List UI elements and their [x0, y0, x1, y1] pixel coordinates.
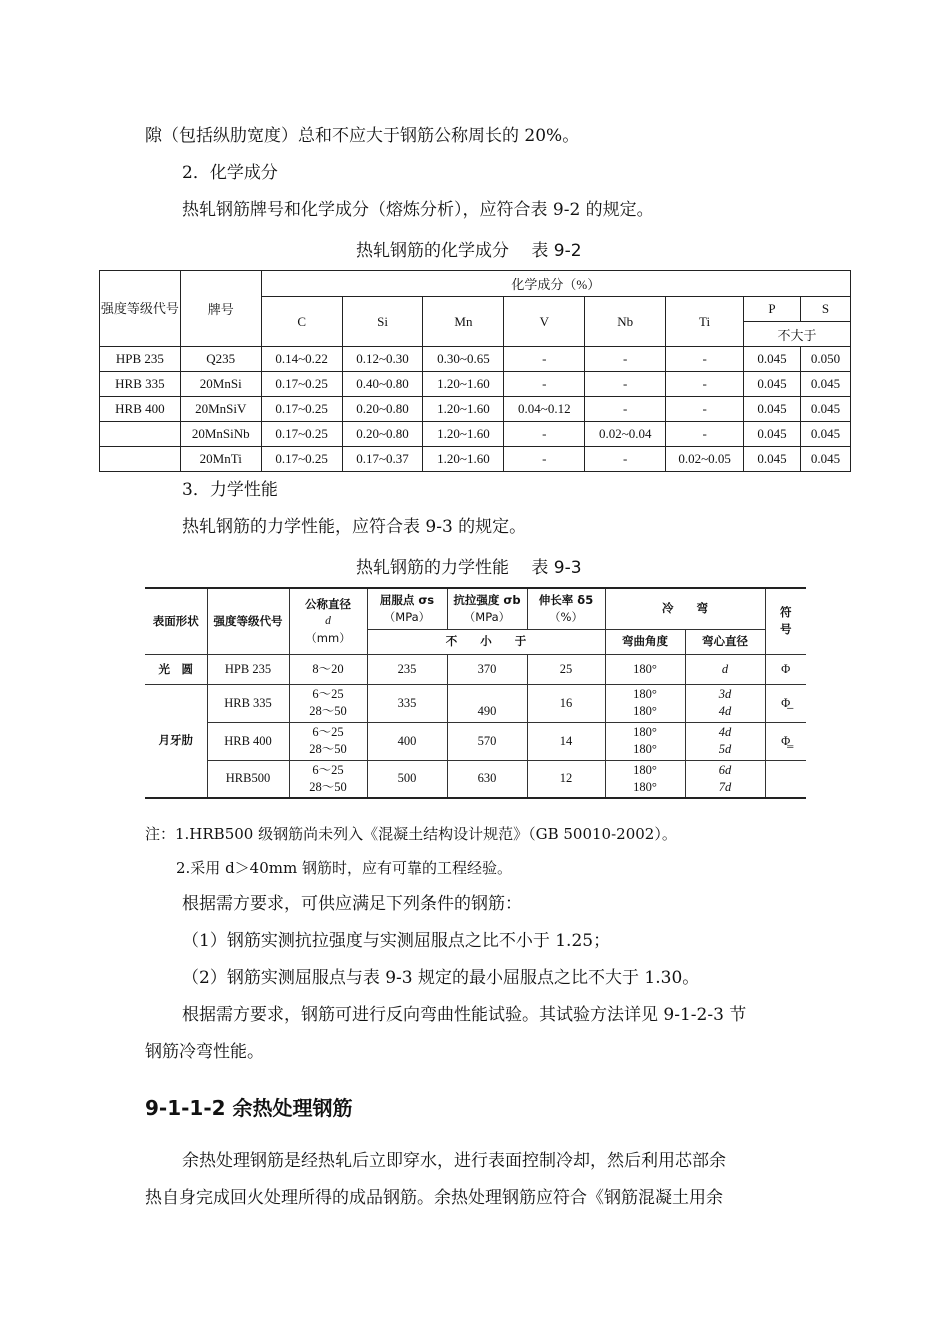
note-2: 2.采用 d＞40mm 钢筋时，应有可靠的工程经验。 [176, 859, 512, 877]
header-si: Si [342, 297, 423, 347]
header-not-less: 不 小 于 [367, 629, 605, 654]
header-s: S [800, 297, 850, 322]
header-cold-bend: 冷 弯 [605, 588, 765, 629]
phi-double-underline-symbol: Φ̳ [765, 722, 806, 760]
header-p: P [744, 297, 801, 322]
subheading-mechanical: 3．力学性能 [182, 480, 278, 500]
header-chem: 化学成分（%） [261, 271, 850, 297]
header-bend-angle: 弯曲角度 [605, 629, 685, 654]
header-bend-diameter: 弯心直径 [685, 629, 765, 654]
header-v: V [504, 297, 585, 347]
table-row: 光 圆 HPB 235 8～20 235 370 25 180° d Φ [145, 654, 806, 684]
paragraph-mechanical: 热轧钢筋的力学性能，应符合表 9-3 的规定。 [182, 517, 527, 537]
table-mechanical-properties [145, 587, 806, 799]
paragraph-continuation: 隙（包括纵肋宽度）总和不应大于钢筋公称周长的 20%。 [145, 126, 580, 146]
paragraph-residual-heat-cont: 热自身完成回火处理所得的成品钢筋。余热处理钢筋应符合《钢筋混凝土用余 [145, 1188, 723, 1208]
phi-underline-symbol: Φ̲ [765, 684, 806, 722]
table-row: HRB500 6～25 28～50 500 630 12 180° 180° 6d 7d [145, 760, 806, 798]
paragraph-reverse-bend: 根据需方要求，钢筋可进行反向弯曲性能试验。其试验方法详见 9-1-2-3 节 [182, 1005, 747, 1025]
table-chemical-composition [99, 270, 851, 472]
paragraph-requirements: 根据需方要求，可供应满足下列条件的钢筋： [182, 894, 522, 914]
phi-symbol: Φ [765, 654, 806, 684]
header-nb: Nb [585, 297, 666, 347]
table-row: 20MnSiNb 0.17~0.25 0.20~0.80 1.20~1.60 - 0.02~0.04 - 0.045 0.045 [100, 422, 851, 447]
header-shape: 表面形状 [145, 588, 207, 654]
header-tensile: 抗拉强度 σb （MPa） [447, 588, 527, 629]
header-symbol: 符号 [765, 588, 806, 654]
list-item-1: （1）钢筋实测抗拉强度与实测屈服点之比不小于 1.25； [182, 931, 611, 951]
header-c: C [261, 297, 342, 347]
paragraph-reverse-bend-cont: 钢筋冷弯性能。 [145, 1042, 264, 1062]
header-elongation: 伸长率 δ5 （%） [527, 588, 605, 629]
header-mn: Mn [423, 297, 504, 347]
header-brand: 牌号 [180, 271, 261, 347]
note-1: 注：1.HRB500 级钢筋尚未列入《混凝土结构设计规范》（GB 50010-2002）。 [145, 825, 677, 843]
table-row: HRB 400 6～25 28～50 400 570 14 180° 180° 4d 5d Φ̳ [145, 722, 806, 760]
paragraph-chemical: 热轧钢筋牌号和化学成分（熔炼分析），应符合表 9-2 的规定。 [182, 200, 654, 220]
header-diameter: 公称直径 d （mm） [289, 588, 367, 654]
header-grade: 强度等级代号 [207, 588, 289, 654]
table-9-3-caption: 热轧钢筋的力学性能 表 9-3 [356, 558, 582, 578]
table-row: 月牙肋 HRB 335 6～25 28～50 335 490 16 180° 180° 3d 4d Φ̲ [145, 684, 806, 722]
table-row: HPB 235 Q235 0.14~0.22 0.12~0.30 0.30~0.65 - - - 0.045 0.050 [100, 347, 851, 372]
section-heading: 9-1-1-2 余热处理钢筋 [145, 1096, 353, 1120]
table-row: 20MnTi 0.17~0.25 0.17~0.37 1.20~1.60 - - 0.02~0.05 0.045 0.045 [100, 447, 851, 472]
table-9-2-caption: 热轧钢筋的化学成分 表 9-2 [356, 241, 582, 261]
header-ti: Ti [666, 297, 744, 347]
table-row: HRB 400 20MnSiV 0.17~0.25 0.20~0.80 1.20~1.60 0.04~0.12 - - 0.045 0.045 [100, 397, 851, 422]
header-yield: 屈服点 σs （MPa） [367, 588, 447, 629]
header-not-greater: 不大于 [744, 322, 851, 347]
table-row: HRB 335 20MnSi 0.17~0.25 0.40~0.80 1.20~1.60 - - - 0.045 0.045 [100, 372, 851, 397]
list-item-2: （2）钢筋实测屈服点与表 9-3 规定的最小屈服点之比不大于 1.30。 [182, 968, 700, 988]
paragraph-residual-heat: 余热处理钢筋是经热轧后立即穿水，进行表面控制冷却，然后利用芯部余 [182, 1151, 726, 1171]
header-grade: 强度等级代号 [100, 271, 181, 347]
subheading-chemical: 2．化学成分 [182, 163, 278, 183]
